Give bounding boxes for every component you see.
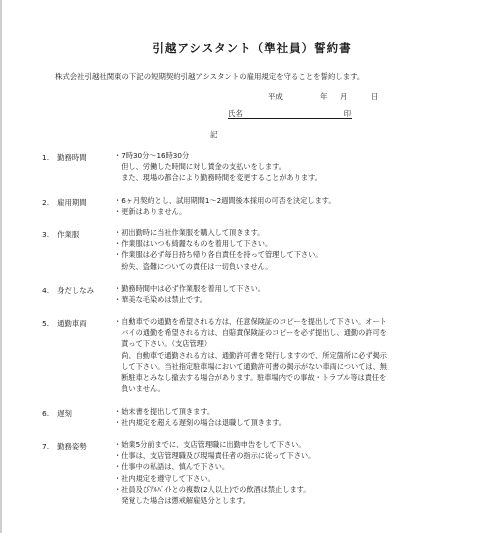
section-body <box>114 406 498 428</box>
section-heading <box>42 408 72 419</box>
page-edge <box>0 0 2 533</box>
section-heading <box>42 441 87 452</box>
section-number: 5. <box>42 319 50 328</box>
section-title: 勤務時間 <box>57 153 87 162</box>
section-line: ・始業5分前までに、支店管理職に出勤申告をして下さい。 <box>114 440 306 449</box>
section-line: ・仕事中の私語は、慎んで下さい。 <box>114 462 230 472</box>
section-title: 雇用期間 <box>57 198 87 207</box>
section-title: 通勤車両 <box>57 319 87 328</box>
section-number: 2. <box>42 198 50 207</box>
section-line: ・華美な毛染めは禁止です。 <box>114 295 207 305</box>
section-number: 7. <box>42 442 50 451</box>
section-line: ・自動車での通勤を希望される方は、任意保険証のコピーを提出して下さい。オート <box>114 317 387 326</box>
section-line: ・仕事は、支店管理職及び現場責任者の指示に従って下さい。 <box>114 451 316 461</box>
section-line: 但し、労働した時間に対し賃金の支払いをします。 <box>114 162 286 172</box>
section-line: して下さい。当社指定駐車場において通勤許可書の掲示がない車両については、無 <box>114 361 387 371</box>
name-label: 氏名 <box>228 109 243 118</box>
section-line: ・始末書を提出して頂きます。 <box>114 407 215 416</box>
section-line: 発覚した場合は懲戒解雇処分とします。 <box>114 496 250 506</box>
section-body <box>114 150 498 184</box>
date-month: 月 <box>340 92 348 101</box>
signature-line <box>228 108 352 119</box>
section-title: 身だしなみ <box>57 286 95 295</box>
section-heading <box>42 152 87 163</box>
section-line: ・社内規定を超える遅刻の場合は退職して頂きます。 <box>114 418 286 428</box>
date-era: 平成 <box>268 92 283 101</box>
date-line <box>268 91 381 102</box>
section-line: 負いません。 <box>114 384 165 394</box>
section-title: 作業服 <box>57 230 80 239</box>
section-heading <box>42 229 79 240</box>
document-title: 引越アシスタント（準社員）誓約書 <box>152 41 352 55</box>
intro-text: 株式会社引越社関東の下記の短期契約引越アシスタントの雇用規定を守ることを誓約します。 <box>55 72 365 81</box>
section-line: 尚、自動車で通勤される方は、通勤許可書を発行しますので、所定箇所に必ず掲示 <box>114 350 387 360</box>
section-body <box>114 227 498 272</box>
section-body <box>114 316 498 394</box>
date-year: 年 <box>320 92 328 101</box>
section-number: 4. <box>42 286 50 295</box>
section-line: 紛失、盗難についての責任は一切負いません。 <box>114 261 273 271</box>
section-number: 3. <box>42 230 50 239</box>
section-number: 1. <box>42 153 50 162</box>
section-heading <box>42 285 94 296</box>
section-line: 断駐車とみなし撤去する場合があります。駐車場内での事故・トラブル等は責任を <box>114 373 387 383</box>
section-line: また、現場の都合により勤務時間を変更することがあります。 <box>114 173 322 183</box>
section-line: ・更新はありません。 <box>114 207 187 217</box>
section-body <box>114 195 498 217</box>
section-line: ・7時30分～16時30分 <box>114 151 190 160</box>
section-line: バイの通勤を希望される方は、自賠責保険証のコピーを必ず提出し、通勤の許可を <box>114 328 387 338</box>
section-line: ・社員及びｱﾙﾊﾞｲﾄとの複数(2人以上)での飲酒は禁止します。 <box>114 484 311 494</box>
section-line: ・社内規定を遵守して下さい。 <box>114 473 215 483</box>
section-heading <box>42 197 87 208</box>
section-line: ・初出勤時に当社作業服を購入して頂きます。 <box>114 228 265 237</box>
section-line: 貰って下さい。（支店管理） <box>114 339 212 349</box>
seal-mark: 印 <box>343 109 351 118</box>
section-body <box>114 439 498 506</box>
section-title: 遅刻 <box>57 409 72 418</box>
section-body <box>114 283 498 305</box>
section-title: 勤務姿勢 <box>57 442 87 451</box>
section-number: 6. <box>42 409 50 418</box>
section-line: ・勤務時間中は必ず作業服を着用して下さい。 <box>114 284 265 293</box>
section-heading <box>42 318 87 329</box>
ki-heading: 記 <box>210 130 218 139</box>
date-day: 日 <box>371 92 379 101</box>
section-line: ・6ヶ月契約とし、試用期間1～2週間後本採用の可否を決定します。 <box>114 196 336 205</box>
section-line: ・作業服は必ず毎日持ち帰り各自責任を持って管理して下さい。 <box>114 250 323 260</box>
section-line: ・作業服はいつも綺麗なものを着用して下さい。 <box>114 239 273 249</box>
